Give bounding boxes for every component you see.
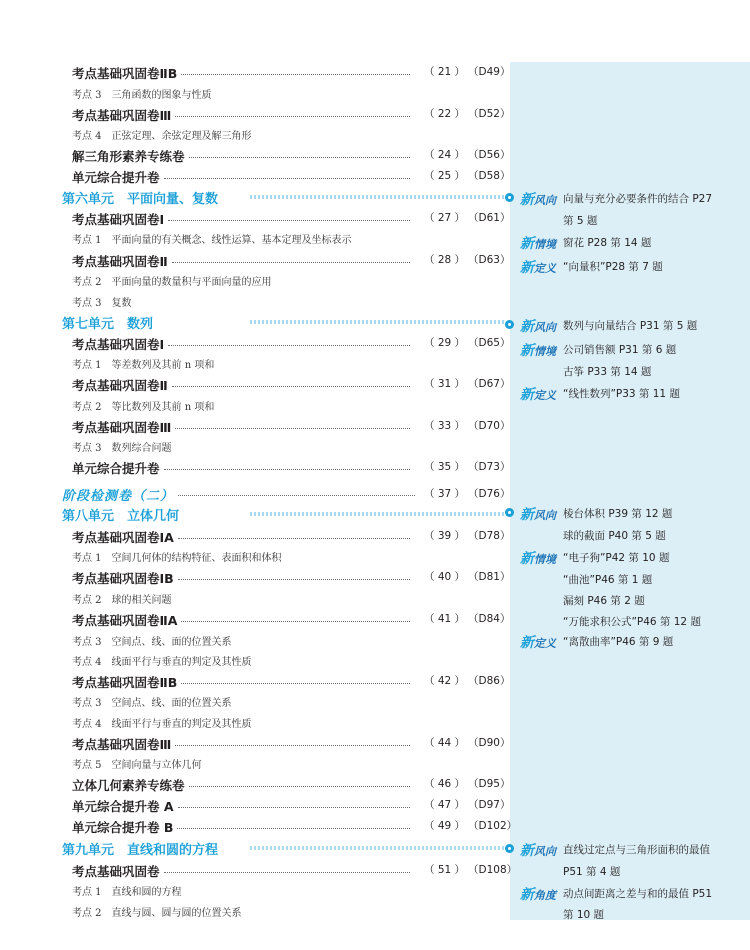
page-number: （ 31 ） xyxy=(424,378,466,390)
note-text: 公司销售额 P31 第 6 题 xyxy=(563,344,677,356)
topic-item xyxy=(0,650,500,670)
unit-heading[interactable] xyxy=(0,186,505,208)
note-tag xyxy=(520,632,556,652)
entry-title: 考点基础巩固卷Ⅰ xyxy=(72,337,165,352)
topic-item xyxy=(0,712,500,732)
answer-page-code: （D90） xyxy=(468,737,511,749)
note-text: 球的截面 P40 第 5 题 xyxy=(563,530,666,542)
toc-entry[interactable] xyxy=(0,250,511,270)
note-category: 风向 xyxy=(534,321,556,334)
entry-title: 考点基础巩固卷ⅡB xyxy=(72,66,178,81)
answer-page-code: （D86） xyxy=(468,675,511,687)
toc-entry[interactable] xyxy=(0,609,511,629)
new-badge: 新 xyxy=(520,192,534,208)
leader-dots xyxy=(181,74,410,75)
leader-dots xyxy=(178,579,410,580)
topic-item xyxy=(0,353,500,373)
topic-item xyxy=(0,291,500,311)
divider xyxy=(250,512,505,516)
highlight-note xyxy=(505,569,750,591)
highlight-note xyxy=(505,839,750,861)
note-text: 动点间距离之差与和的最值 P51 xyxy=(563,888,713,900)
entry-title: 考点基础巩固卷ⅠB xyxy=(72,571,174,586)
answer-page-code: （D84） xyxy=(468,613,511,625)
leader-dots xyxy=(181,621,410,622)
note-text: 向量与充分必要条件的结合 P27 xyxy=(563,193,713,205)
note-category: 风向 xyxy=(534,845,556,858)
page-number: （ 46 ） xyxy=(424,778,466,790)
toc-entry[interactable] xyxy=(0,166,511,186)
toc-entry[interactable] xyxy=(0,733,511,753)
highlight-note xyxy=(505,188,750,210)
page-number: （ 28 ） xyxy=(424,254,466,266)
page-number: （ 37 ） xyxy=(424,488,466,500)
toc-entry[interactable] xyxy=(0,416,511,436)
answer-page-code: （D76） xyxy=(468,488,511,500)
highlight-note xyxy=(505,631,750,653)
topic-item xyxy=(0,588,500,608)
note-category: 角度 xyxy=(534,889,556,902)
page-number: （ 49 ） xyxy=(424,820,466,832)
topic-item xyxy=(0,228,500,248)
page-number: （ 22 ） xyxy=(424,108,466,120)
note-text: “电子狗”P42 第 10 题 xyxy=(563,552,670,564)
bullet-icon xyxy=(505,320,514,329)
topic-title: 考点 2 直线与圆、圆与圆的位置关系 xyxy=(72,908,242,919)
new-badge: 新 xyxy=(520,635,534,651)
entry-title: 考点基础巩固卷Ⅱ xyxy=(72,254,168,269)
note-text: “离散曲率”P46 第 9 题 xyxy=(563,636,674,648)
note-category: 情境 xyxy=(534,345,556,358)
note-tag xyxy=(520,233,556,253)
entry-title: 考点基础巩固卷Ⅲ xyxy=(72,420,172,435)
note-tag xyxy=(520,884,556,904)
topic-item xyxy=(0,124,500,144)
topic-title: 考点 1 直线和圆的方程 xyxy=(72,887,182,898)
topic-title: 考点 4 线面平行与垂直的判定及其性质 xyxy=(72,657,252,668)
highlight-note xyxy=(505,232,750,254)
topic-title: 考点 3 三角函数的图象与性质 xyxy=(72,90,212,101)
note-tag xyxy=(520,504,556,524)
unit-title: 第六单元 平面向量、复数 xyxy=(62,192,219,207)
entry-title: 单元综合提升卷 B xyxy=(72,820,174,835)
leader-dots xyxy=(164,178,410,179)
answer-page-code: （D56） xyxy=(468,149,511,161)
note-tag xyxy=(520,340,556,360)
topic-title: 考点 1 等差数列及其前 n 项和 xyxy=(72,360,215,371)
note-tag xyxy=(520,840,556,860)
topic-item xyxy=(0,753,500,773)
toc-entry[interactable] xyxy=(0,145,511,165)
page-number: （ 25 ） xyxy=(424,170,466,182)
highlight-note xyxy=(505,383,750,405)
note-text: 棱台体积 P39 第 12 题 xyxy=(563,508,673,520)
note-tag xyxy=(520,384,556,404)
entry-title: 单元综合提升卷 xyxy=(72,461,160,476)
page-number: （ 40 ） xyxy=(424,571,466,583)
answer-page-code: （D61） xyxy=(468,212,511,224)
entry-title: 考点基础巩固卷Ⅲ xyxy=(72,737,172,752)
answer-page-code: （D95） xyxy=(468,778,511,790)
note-tag xyxy=(520,548,556,568)
new-badge: 新 xyxy=(520,507,534,523)
divider xyxy=(250,320,505,324)
highlight-note xyxy=(505,611,750,633)
note-text: 窗花 P28 第 14 题 xyxy=(563,237,652,249)
toc-entry[interactable] xyxy=(0,860,518,880)
highlight-note xyxy=(505,339,750,361)
page-number: （ 51 ） xyxy=(424,864,466,876)
unit-heading[interactable] xyxy=(0,311,505,333)
bullet-icon xyxy=(505,508,514,517)
page-number: （ 24 ） xyxy=(424,149,466,161)
leader-dots xyxy=(178,807,410,808)
toc-entry[interactable] xyxy=(0,816,518,836)
note-text: 第 10 题 xyxy=(563,909,605,921)
entry-title: 考点基础巩固卷ⅠA xyxy=(72,530,174,545)
note-category: 定义 xyxy=(534,637,556,650)
topic-item xyxy=(0,630,500,650)
highlight-note xyxy=(505,210,750,232)
answer-page-code: （D81） xyxy=(468,571,511,583)
note-text: 直线过定点与三角形面积的最值 xyxy=(563,844,710,856)
topic-title: 考点 4 线面平行与垂直的判定及其性质 xyxy=(72,719,252,730)
note-text: 古筝 P33 第 14 题 xyxy=(563,366,652,378)
topic-item xyxy=(0,436,500,456)
highlight-note xyxy=(505,315,750,337)
topic-title: 考点 2 等比数列及其前 n 项和 xyxy=(72,402,215,413)
leader-dots xyxy=(178,538,410,539)
topic-item xyxy=(0,395,500,415)
note-text: “曲池”P46 第 1 题 xyxy=(563,574,653,586)
toc-entry[interactable] xyxy=(0,567,511,587)
highlight-note xyxy=(505,883,750,905)
entry-title: 解三角形素养专练卷 xyxy=(72,149,185,164)
entry-title: 单元综合提升卷 xyxy=(72,170,160,185)
topic-title: 考点 3 空间点、线、面的位置关系 xyxy=(72,698,232,709)
bullet-icon xyxy=(505,193,514,202)
topic-title: 考点 3 空间点、线、面的位置关系 xyxy=(72,637,232,648)
answer-page-code: （D102） xyxy=(468,820,518,832)
highlight-note xyxy=(505,547,750,569)
leader-dots xyxy=(189,157,410,158)
highlight-note xyxy=(505,904,750,926)
note-category: 定义 xyxy=(534,389,556,402)
stage-test-title: 阶段检测卷（二） xyxy=(62,489,175,504)
new-badge: 新 xyxy=(520,387,534,403)
entry-title: 考点基础巩固卷Ⅱ xyxy=(72,378,168,393)
leader-dots xyxy=(164,469,410,470)
page-number: （ 33 ） xyxy=(424,420,466,432)
note-category: 情境 xyxy=(534,238,556,251)
toc-entry[interactable] xyxy=(0,62,511,82)
page-number: （ 27 ） xyxy=(424,212,466,224)
note-text: 第 5 题 xyxy=(563,215,598,227)
bullet-icon xyxy=(505,844,514,853)
answer-page-code: （D73） xyxy=(468,461,511,473)
page-number: （ 42 ） xyxy=(424,675,466,687)
leader-dots xyxy=(175,428,410,429)
new-badge: 新 xyxy=(520,319,534,335)
note-text: “万能求积公式”P46 第 12 题 xyxy=(563,616,701,628)
note-text: “线性数列”P33 第 11 题 xyxy=(563,388,680,400)
answer-page-code: （D63） xyxy=(468,254,511,266)
topic-title: 考点 5 空间向量与立体几何 xyxy=(72,760,202,771)
toc-entry[interactable] xyxy=(0,333,511,353)
entry-title: 考点基础巩固卷 xyxy=(72,864,160,879)
highlight-note xyxy=(505,861,750,883)
highlight-note xyxy=(505,503,750,525)
topic-item xyxy=(0,83,500,103)
leader-dots xyxy=(177,828,410,829)
note-tag xyxy=(520,257,556,277)
page-number: （ 29 ） xyxy=(424,337,466,349)
new-badge: 新 xyxy=(520,236,534,252)
leader-dots xyxy=(172,262,410,263)
toc-entry[interactable] xyxy=(0,526,511,546)
unit-title: 第九单元 直线和圆的方程 xyxy=(62,843,219,858)
leader-dots xyxy=(168,220,410,221)
topic-title: 考点 1 平面向量的有关概念、线性运算、基本定理及坐标表示 xyxy=(72,235,352,246)
topic-item xyxy=(0,880,500,900)
note-text: 漏刻 P46 第 2 题 xyxy=(563,595,645,607)
note-tag xyxy=(520,316,556,336)
toc-entry[interactable] xyxy=(0,457,511,477)
highlight-note xyxy=(505,361,750,383)
answer-page-code: （D70） xyxy=(468,420,511,432)
highlight-note xyxy=(505,590,750,612)
answer-page-code: （D49） xyxy=(468,66,511,78)
leader-dots xyxy=(178,495,415,496)
stage-test-entry[interactable] xyxy=(0,483,511,505)
unit-title: 第七单元 数列 xyxy=(62,317,154,332)
answer-page-code: （D97） xyxy=(468,799,511,811)
topic-item xyxy=(0,270,500,290)
answer-page-code: （D52） xyxy=(468,108,511,120)
note-text: “向量积”P28 第 7 题 xyxy=(563,261,663,273)
entry-title: 单元综合提升卷 A xyxy=(72,799,174,814)
new-badge: 新 xyxy=(520,260,534,276)
new-badge: 新 xyxy=(520,343,534,359)
topic-item xyxy=(0,691,500,711)
topic-title: 考点 4 正弦定理、余弦定理及解三角形 xyxy=(72,131,252,142)
note-category: 风向 xyxy=(534,509,556,522)
topic-title: 考点 2 平面向量的数量积与平面向量的应用 xyxy=(72,277,272,288)
note-category: 情境 xyxy=(534,553,556,566)
answer-page-code: （D65） xyxy=(468,337,511,349)
toc-entry[interactable] xyxy=(0,671,511,691)
answer-page-code: （D78） xyxy=(468,530,511,542)
leader-dots xyxy=(175,745,410,746)
highlight-note xyxy=(505,525,750,547)
note-category: 风向 xyxy=(534,194,556,207)
page-number: （ 44 ） xyxy=(424,737,466,749)
answer-page-code: （D58） xyxy=(468,170,511,182)
divider xyxy=(250,195,505,199)
answer-page-code: （D108） xyxy=(468,864,518,876)
toc-entry[interactable] xyxy=(0,774,511,794)
leader-dots xyxy=(181,683,410,684)
entry-title: 考点基础巩固卷ⅡA xyxy=(72,613,178,628)
topic-title: 考点 1 空间几何体的结构特征、表面积和体积 xyxy=(72,553,282,564)
note-tag xyxy=(520,189,556,209)
highlight-note xyxy=(505,256,750,278)
page-number: （ 35 ） xyxy=(424,461,466,473)
entry-title: 考点基础巩固卷Ⅲ xyxy=(72,108,172,123)
topic-title: 考点 2 球的相关问题 xyxy=(72,595,172,606)
leader-dots xyxy=(175,116,410,117)
note-text: P51 第 4 题 xyxy=(563,866,621,878)
leader-dots xyxy=(172,386,410,387)
leader-dots xyxy=(168,345,410,346)
leader-dots xyxy=(164,872,410,873)
entry-title: 立体几何素养专练卷 xyxy=(72,778,185,793)
topic-item xyxy=(0,546,500,566)
divider xyxy=(250,846,505,850)
new-badge: 新 xyxy=(520,843,534,859)
unit-heading[interactable] xyxy=(0,837,505,859)
entry-title: 考点基础巩固卷Ⅰ xyxy=(72,212,165,227)
page-number: （ 21 ） xyxy=(424,66,466,78)
toc-entry[interactable] xyxy=(0,208,511,228)
topic-title: 考点 3 复数 xyxy=(72,298,132,309)
page-number: （ 39 ） xyxy=(424,530,466,542)
leader-dots xyxy=(189,786,410,787)
topic-item xyxy=(0,901,500,921)
entry-title: 考点基础巩固卷ⅡB xyxy=(72,675,178,690)
new-badge: 新 xyxy=(520,551,534,567)
unit-title: 第八单元 立体几何 xyxy=(62,509,180,524)
note-text: 数列与向量结合 P31 第 5 题 xyxy=(563,320,698,332)
topic-title: 考点 3 数列综合问题 xyxy=(72,443,172,454)
unit-heading[interactable] xyxy=(0,503,505,525)
toc-entry[interactable] xyxy=(0,104,511,124)
toc-entry[interactable] xyxy=(0,795,511,815)
note-category: 定义 xyxy=(534,262,556,275)
toc-entry[interactable] xyxy=(0,374,511,394)
page-number: （ 41 ） xyxy=(424,613,466,625)
answer-page-code: （D67） xyxy=(468,378,511,390)
new-badge: 新 xyxy=(520,887,534,903)
page-number: （ 47 ） xyxy=(424,799,466,811)
